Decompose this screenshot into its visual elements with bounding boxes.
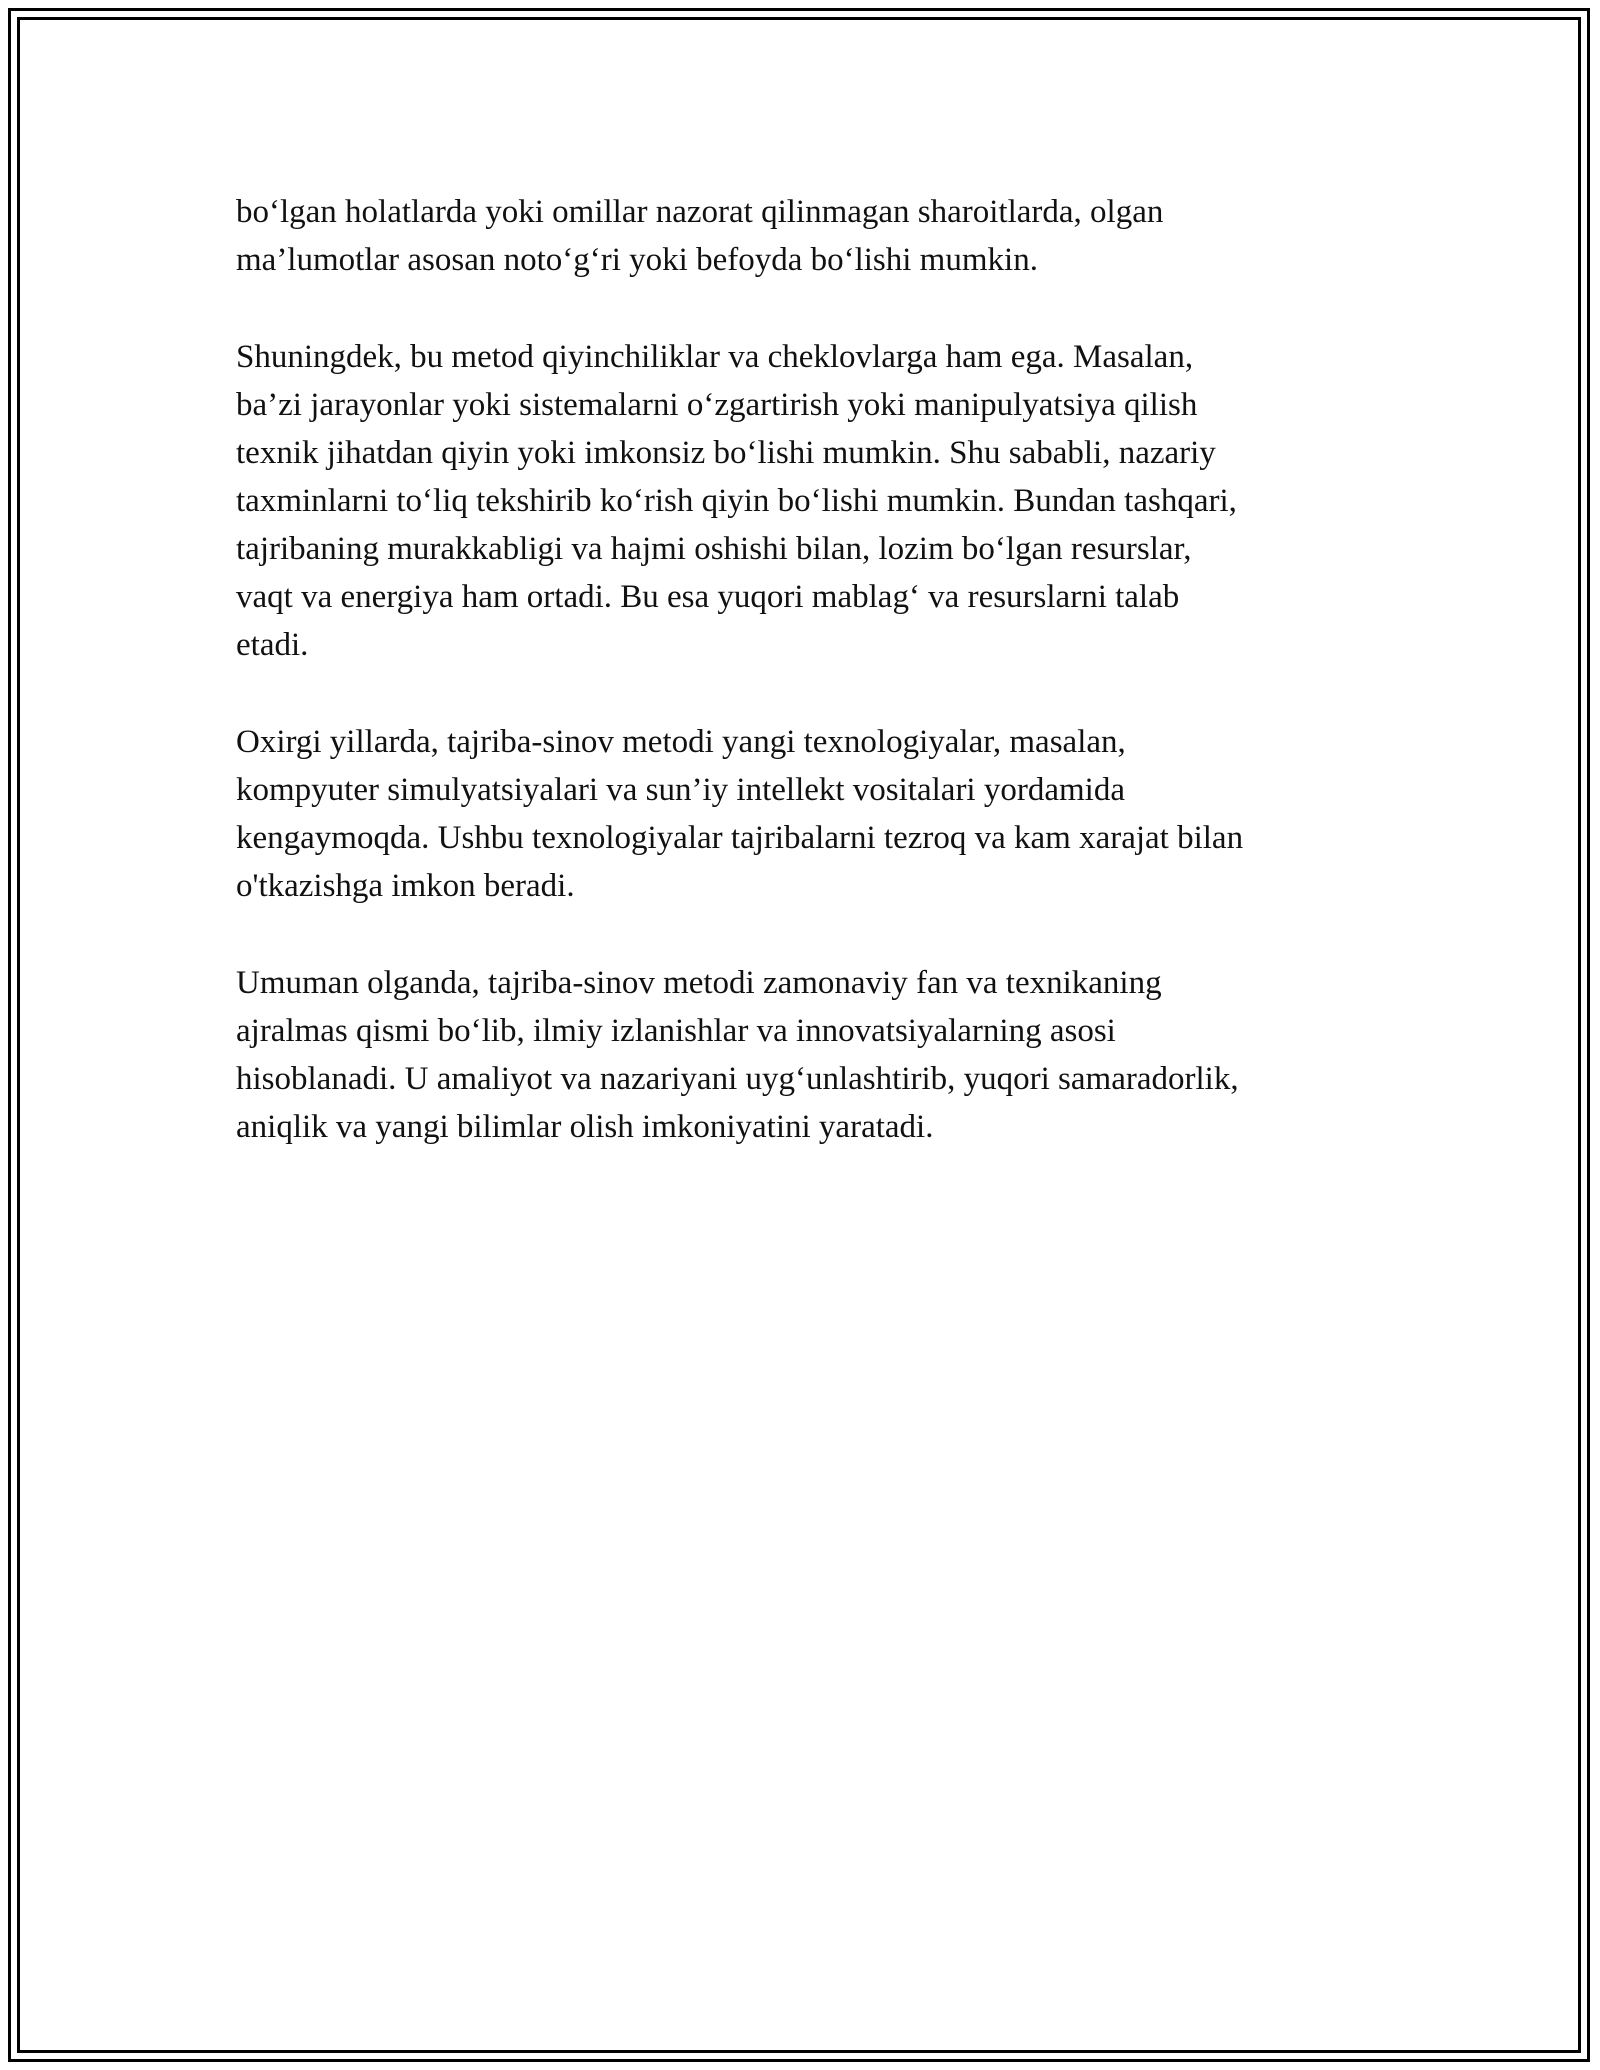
paragraph-2: [236, 333, 1386, 669]
text-line: ajralmas qismi bo‘lib, ilmiy izlanishlar va innovatsiyalarning asosi: [236, 1013, 1116, 1049]
text-line: hisoblanadi. U amaliyot va nazariyani uyg‘unlashtirib, yuqori samaradorlik,: [236, 1061, 1239, 1097]
text-line: etadi.: [236, 627, 309, 663]
text-line: kengaymoqda. Ushbu texnologiyalar tajribalarni tezroq va kam xarajat bilan: [236, 820, 1244, 856]
text-line: ma’lumotlar asosan noto‘g‘ri yoki befoyda bo‘lishi mumkin.: [236, 242, 1038, 278]
paragraph-1: [236, 188, 1386, 284]
text-line: Umuman olganda, tajriba-sinov metodi zamonaviy fan va texnikaning: [236, 965, 1162, 1001]
text-line: aniqlik va yangi bilimlar olish imkoniyatini yaratadi.: [236, 1109, 934, 1145]
document-body: [236, 188, 1386, 1200]
text-line: bo‘lgan holatlarda yoki omillar nazorat qilinmagan sharoitlarda, olgan: [236, 194, 1164, 230]
text-line: Shuningdek, bu metod qiyinchiliklar va cheklovlarga ham ega. Masalan,: [236, 339, 1194, 375]
text-line: vaqt va energiya ham ortadi. Bu esa yuqori mablag‘ va resurslarni talab: [236, 579, 1180, 615]
text-line: tajribaning murakkabligi va hajmi oshishi bilan, lozim bo‘lgan resurslar,: [236, 531, 1192, 567]
paragraph-4: [236, 959, 1386, 1151]
text-line: o'tkazishga imkon beradi.: [236, 868, 575, 904]
text-line: Oxirgi yillarda, tajriba-sinov metodi yangi texnologiyalar, masalan,: [236, 724, 1126, 760]
text-line: taxminlarni to‘liq tekshirib ko‘rish qiyin bo‘lishi mumkin. Bundan tashqari,: [236, 483, 1237, 519]
text-line: ba’zi jarayonlar yoki sistemalarni o‘zgartirish yoki manipulyatsiya qilish: [236, 387, 1198, 423]
text-line: kompyuter simulyatsiyalari va sun’iy intellekt vositalari yordamida: [236, 772, 1125, 808]
text-line: texnik jihatdan qiyin yoki imkonsiz bo‘lishi mumkin. Shu sababli, nazariy: [236, 435, 1216, 471]
paragraph-3: [236, 718, 1386, 910]
